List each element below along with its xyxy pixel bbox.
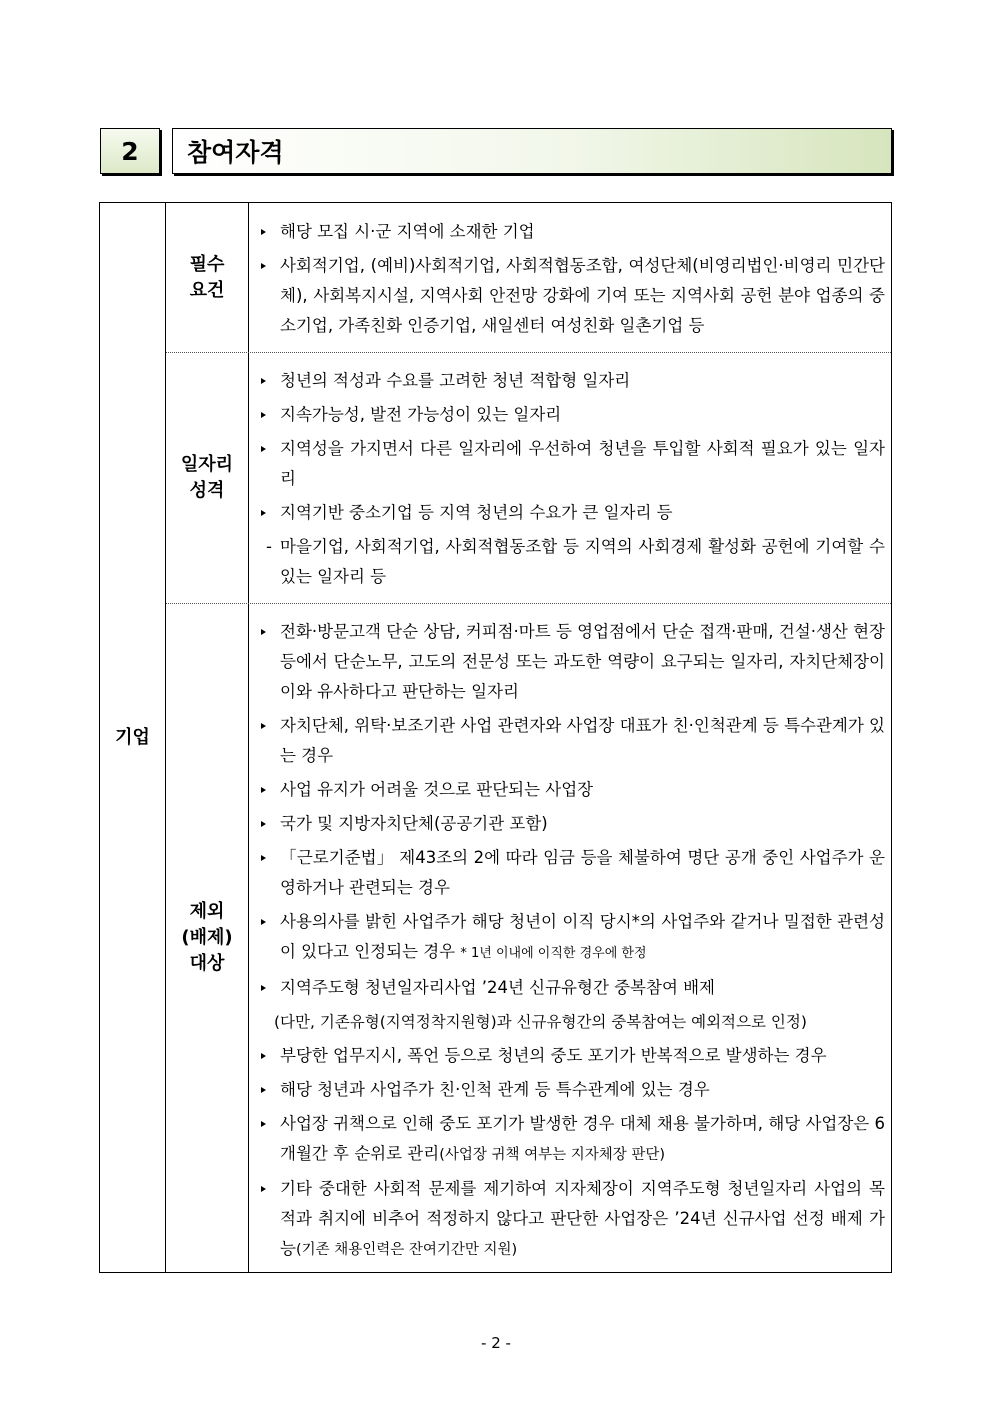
list-item [250, 498, 885, 528]
list-item [250, 1041, 885, 1071]
item-remark: (기존 채용인력은 잔여기간만 지원) [295, 1242, 518, 1258]
list-item [250, 251, 885, 341]
item-remark: (사업장 귀책 여부는 지자체장 판단) [439, 1147, 666, 1163]
item-text: 국가 및 지방자치단체(공공기관 포함) [280, 814, 548, 833]
row-label-required: 필수 요건 [189, 253, 225, 301]
list-item [250, 1075, 885, 1105]
item-text: 지역기반 중소기업 등 지역 청년의 수요가 큰 일자리 등 [280, 503, 673, 522]
item-text: 마을기업, 사회적기업, 사회적협동조합 등 지역의 사회경제 활성화 공헌에 기여할 수 있는 일자리 등 [280, 537, 885, 586]
list-item [250, 973, 885, 1003]
item-text: 지역주도형 청년일자리사업 ’24년 신규유형간 중복참여 배제 [280, 978, 716, 997]
list-item [250, 1109, 885, 1170]
item-text: 자치단체, 위탁·보조기관 사업 관련자와 사업장 대표가 친·인척관계 등 특수관계가 있는 경우 [280, 716, 885, 765]
item-text: 청년의 적성과 수요를 고려한 청년 적합형 일자리 [280, 371, 631, 390]
item-text: (다만, 기존유형(지역정착지원형)과 신규유형간의 중복참여는 예외적으로 인정) [274, 1013, 807, 1031]
list-item [250, 434, 885, 494]
item-text: 사업 유지가 어려울 것으로 판단되는 사업장 [280, 780, 594, 799]
row-label-job-nature: 일자리 성격 [180, 454, 234, 501]
item-text: 해당 모집 시·군 지역에 소재한 기업 [280, 222, 535, 241]
row-label-excluded: 제외 (배제) 대상 [181, 901, 233, 974]
list-item [250, 217, 885, 247]
row-divider [166, 603, 891, 604]
section-title: 참여자격 [172, 128, 892, 174]
item-text: 사업장 귀책으로 인해 중도 포기가 발생한 경우 대체 채용 불가하며, 해당 사업장은 6개월간 후 순위로 관리 [280, 1114, 885, 1163]
list-item [250, 711, 885, 771]
list-item [250, 532, 885, 592]
list-item [250, 809, 885, 839]
item-text: 전화·방문고객 단순 상담, 커피점·마트 등 영업점에서 단순 접객·판매, 건설·생산 현장 등에서 단순노무, 고도의 전문성 또는 과도한 역량이 요구되는 일자리, 자치단체장이 이와 유사하다고 판단하는 일자리 [280, 622, 885, 701]
item-text: 지속가능성, 발전 가능성이 있는 일자리 [280, 405, 562, 424]
item-text: 지역성을 가지면서 다른 일자리에 우선하여 청년을 투입할 사회적 필요가 있는 일자리 [280, 439, 885, 488]
section-number: 2 [100, 128, 160, 174]
page-number: - 2 - [481, 1334, 511, 1352]
list-item [250, 1174, 885, 1265]
list-item [250, 617, 885, 707]
list-item [250, 1007, 885, 1037]
list-item [250, 400, 885, 430]
category-label: 기업 [115, 726, 150, 748]
excluded-content [250, 617, 885, 1269]
eligibility-table [99, 202, 892, 1273]
required-content [250, 217, 885, 345]
item-text: 「근로기준법」 제43조의 2에 따라 임금 등을 체불하여 명단 공개 중인 사업주가 운영하거나 관련되는 경우 [280, 848, 885, 897]
item-text: 부당한 업무지시, 폭언 등으로 청년의 중도 포기가 반복적으로 발생하는 경우 [280, 1046, 827, 1065]
list-item [250, 907, 885, 969]
item-text: 기타 중대한 사회적 문제를 제기하여 지자체장이 지역주도형 청년일자리 사업의 목적과 취지에 비추어 적정하지 않다고 판단한 사업장은 ’24년 신규사업 선정 배제 가능 [280, 1179, 885, 1258]
list-item [250, 775, 885, 805]
row-divider [166, 352, 891, 353]
item-footnote: * 1년 이내에 이직한 경우에 한정 [460, 946, 647, 961]
item-text: 해당 청년과 사업주가 친·인척 관계 등 특수관계에 있는 경우 [280, 1080, 710, 1099]
item-text: 사용의사를 밝힌 사업주가 해당 청년이 이직 당시*의 사업주와 같거나 밀접한 관련성이 있다고 인정되는 경우 [280, 912, 885, 961]
list-item [250, 843, 885, 903]
list-item [250, 366, 885, 396]
item-text: 사회적기업, (예비)사회적기업, 사회적협동조합, 여성단체(비영리법인·비영리 민간단체), 사회복지시설, 지역사회 안전망 강화에 기여 또는 지역사회 공헌 분야 업종의 중소기업, 가족친화 인증기업, 새일센터 여성친화 일촌기업 등 [280, 256, 885, 335]
job-nature-content [250, 366, 885, 596]
column-divider [248, 203, 249, 1272]
